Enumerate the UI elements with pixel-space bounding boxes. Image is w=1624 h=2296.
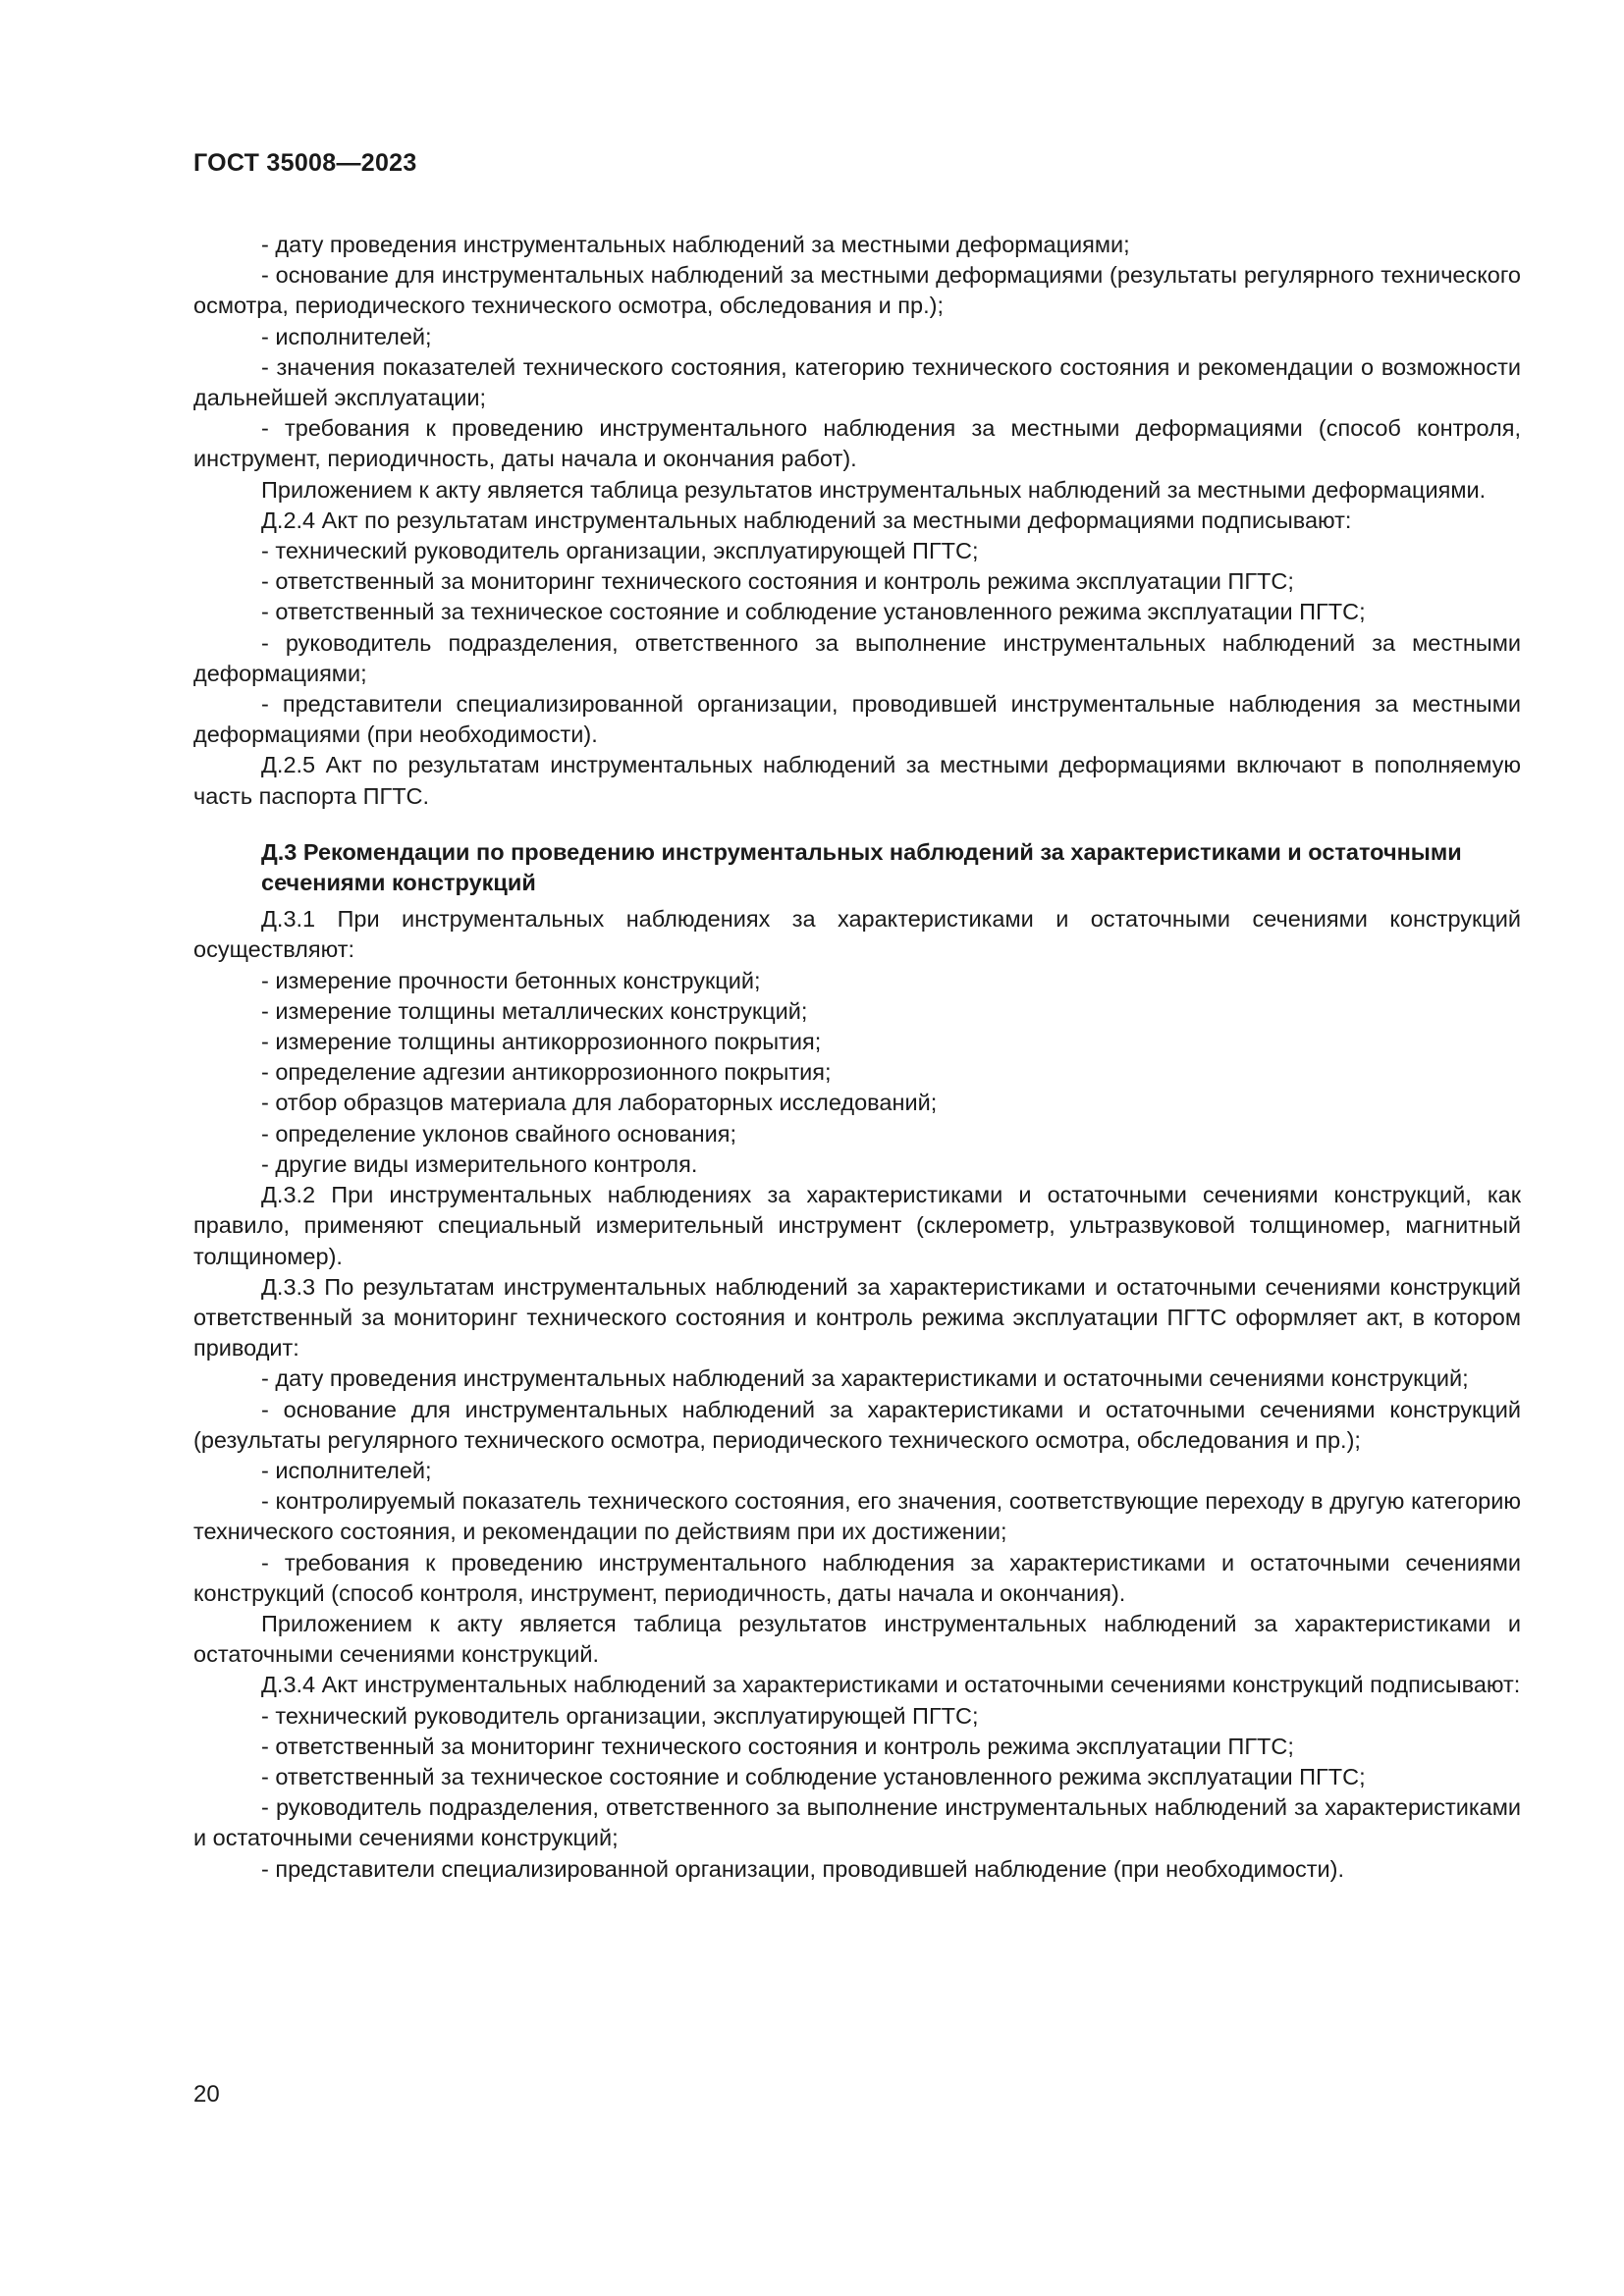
paragraph: - представители специализированной организации, проводившей наблюдение (при необходимости). bbox=[261, 1855, 1345, 1882]
paragraph: - представители специализированной организации, проводившей инструментальные наблюдения за местными деформациями (при необходимости). bbox=[193, 691, 1521, 748]
paragraph: - требования к проведению инструментального наблюдения за местными деформациями (способ контроля, инструмент, периодичность, даты начала и окончания работ). bbox=[193, 415, 1521, 472]
document-body bbox=[193, 230, 1521, 1885]
paragraph: - измерение прочности бетонных конструкций; bbox=[261, 967, 761, 993]
paragraph: - исполнителей; bbox=[261, 1457, 432, 1483]
page-number: 20 bbox=[193, 2081, 220, 2108]
paragraph: - другие виды измерительного контроля. bbox=[261, 1150, 698, 1177]
document-header: ГОСТ 35008—2023 bbox=[193, 149, 417, 177]
paragraph: - ответственный за мониторинг технического состояния и контроль режима эксплуатации ПГТС; bbox=[261, 568, 1294, 595]
paragraph: - технический руководитель организации, эксплуатирующей ПГТС; bbox=[261, 538, 979, 564]
paragraph: Д.3.2 При инструментальных наблюдениях за характеристиками и остаточными сечениями конструкций, как правило, применяют специальный измерительный инструмент (склерометр, ультразвуковой толщиномер, магнитный толщиномер). bbox=[193, 1182, 1521, 1269]
paragraph: - руководитель подразделения, ответственного за выполнение инструментальных наблюдений за местными деформациями; bbox=[193, 629, 1521, 686]
paragraph: - основание для инструментальных наблюдений за характеристиками и остаточными сечениями конструкций (результаты регулярного технического осмотра, периодического технического осмотра, обследования и пр.); bbox=[193, 1396, 1521, 1453]
paragraph: Д.3.1 При инструментальных наблюдениях за характеристиками и остаточными сечениями конструкций осуществляют: bbox=[193, 906, 1521, 963]
paragraph: - исполнителей; bbox=[261, 323, 432, 349]
paragraph: - контролируемый показатель технического состояния, его значения, соответствующие переходу в другую категорию технического состояния, и рекомендации по действиям при их достижении; bbox=[193, 1488, 1521, 1545]
paragraph: Д.3.4 Акт инструментальных наблюдений за характеристиками и остаточными сечениями конструкций подписывают: bbox=[261, 1672, 1521, 1698]
paragraph: - отбор образцов материала для лабораторных исследований; bbox=[261, 1090, 938, 1116]
paragraph: - требования к проведению инструментального наблюдения за характеристиками и остаточными сечениями конструкций (способ контроля, инструмент, периодичность, даты начала и окончания). bbox=[193, 1549, 1521, 1606]
paragraph: - технический руководитель организации, эксплуатирующей ПГТС; bbox=[261, 1702, 979, 1729]
section-heading: Д.3 Рекомендации по проведению инструментальных наблюдений за характеристиками и остаточными сечениями конструкций bbox=[261, 838, 1462, 896]
paragraph: - измерение толщины антикоррозионного покрытия; bbox=[261, 1029, 822, 1055]
paragraph: - значения показателей технического состояния, категорию технического состояния и рекомендации о возможности дальнейшей эксплуатации; bbox=[193, 353, 1521, 411]
paragraph: Приложением к акту является таблица результатов инструментальных наблюдений за местными деформациями. bbox=[261, 476, 1487, 503]
paragraph: - ответственный за техническое состояние и соблюдение установленного режима эксплуатации ПГТС; bbox=[261, 599, 1366, 625]
paragraph: - дату проведения инструментальных наблюдений за характеристиками и остаточными сечениями конструкций; bbox=[261, 1365, 1469, 1392]
paragraph: - ответственный за техническое состояние и соблюдение установленного режима эксплуатации ПГТС; bbox=[261, 1763, 1366, 1789]
paragraph: - измерение толщины металлических конструкций; bbox=[261, 997, 808, 1024]
paragraph: Д.3.3 По результатам инструментальных наблюдений за характеристиками и остаточными сечениями конструкций ответственный за мониторинг технического состояния и контроль режима эксплуатации ПГТС оформляет акт, в котором приводит: bbox=[193, 1273, 1521, 1362]
paragraph: Приложением к акту является таблица результатов инструментальных наблюдений за характеристиками и остаточными сечениями конструкций. bbox=[193, 1610, 1521, 1668]
paragraph: - определение адгезии антикоррозионного покрытия; bbox=[261, 1059, 832, 1086]
paragraph: Д.2.5 Акт по результатам инструментальных наблюдений за местными деформациями включают в пополняемую часть паспорта ПГТС. bbox=[193, 752, 1521, 809]
paragraph: - дату проведения инструментальных наблюдений за местными деформациями; bbox=[261, 232, 1130, 257]
paragraph: - ответственный за мониторинг технического состояния и контроль режима эксплуатации ПГТС; bbox=[261, 1733, 1294, 1759]
paragraph: - определение уклонов свайного основания; bbox=[261, 1120, 737, 1147]
paragraph: Д.2.4 Акт по результатам инструментальных наблюдений за местными деформациями подписывают: bbox=[261, 507, 1352, 533]
paragraph: - основание для инструментальных наблюдений за местными деформациями (результаты регулярного технического осмотра, периодического технического осмотра, обследования и пр.); bbox=[193, 262, 1521, 319]
paragraph: - руководитель подразделения, ответственного за выполнение инструментальных наблюдений за характеристиками и остаточными сечениями конструкций; bbox=[193, 1794, 1521, 1851]
